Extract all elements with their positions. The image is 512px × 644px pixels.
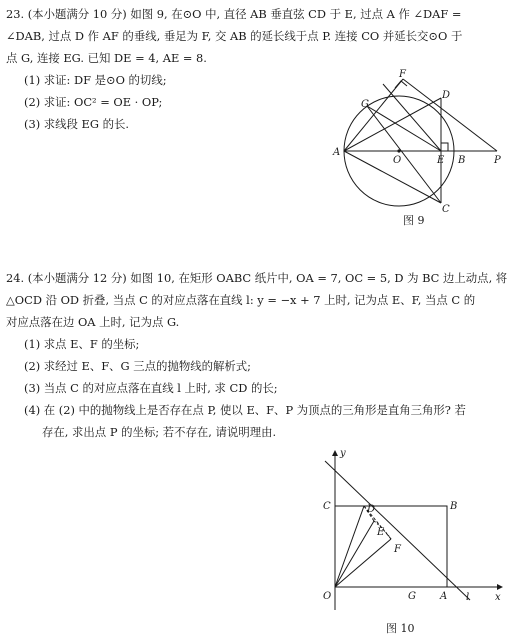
q24-line-1: 24. (本小题满分 12 分) 如图 10, 在矩形 OABC 纸片中, OA = 7, OC = 5, D 为 BC 边上动点, 将 bbox=[6, 271, 508, 285]
line-ge bbox=[367, 106, 441, 151]
center-dot bbox=[397, 149, 400, 152]
right-angle-e bbox=[441, 143, 448, 151]
figure-10 bbox=[310, 446, 510, 616]
label-l: l bbox=[466, 592, 470, 603]
label-a: A bbox=[440, 591, 448, 602]
q23-line-3: 点 G, 连接 EG. 已知 DE = 4, AE = 8. bbox=[6, 51, 207, 65]
line-ad bbox=[344, 98, 441, 151]
label-d: D bbox=[442, 90, 451, 101]
label-y: y bbox=[340, 448, 346, 459]
line-gc bbox=[367, 106, 441, 203]
line-fe bbox=[383, 84, 441, 151]
q24-line-3: 对应点落在边 OA 上时, 记为点 G. bbox=[6, 315, 180, 329]
label-f: F bbox=[399, 69, 406, 80]
rectangle-oabc bbox=[335, 506, 447, 587]
label-x: x bbox=[495, 592, 501, 603]
label-g: G bbox=[361, 99, 369, 110]
label-o: O bbox=[393, 155, 402, 166]
label-b: B bbox=[458, 155, 466, 166]
q23-sub-2: (2) 求证: OC² = OE · OP; bbox=[24, 95, 163, 109]
label-c: C bbox=[442, 204, 450, 215]
label-g: G bbox=[408, 591, 416, 602]
label-a: A bbox=[333, 147, 341, 158]
q24-sub-1: (1) 求点 E、F 的坐标; bbox=[24, 337, 140, 351]
q24-sub-4b: 存在, 求出点 P 的坐标; 若不存在, 请说明理由. bbox=[42, 425, 277, 439]
q23-line-1: 23. (本小题满分 10 分) 如图 9, 在⊙O 中, 直径 AB 垂直弦 CD 于 E, 过点 A 作 ∠DAF = bbox=[6, 7, 462, 21]
q24-line-2: △OCD 沿 OD 折叠, 当点 C 的对应点落在直线 l: y = −x + 7 上时, 记为点 E、F, 当点 C 的 bbox=[6, 293, 476, 307]
line-oe bbox=[335, 521, 374, 587]
label-p: P bbox=[494, 155, 501, 166]
q24-sub-3: (3) 当点 C 的对应点落在直线 l 上时, 求 CD 的长; bbox=[24, 381, 278, 395]
q23-sub-3: (3) 求线段 EG 的长. bbox=[24, 117, 129, 131]
label-f: F bbox=[394, 544, 401, 555]
label-e: E bbox=[377, 527, 385, 538]
q23-sub-1: (1) 求证: DF 是⊙O 的切线; bbox=[24, 73, 167, 87]
figure-9 bbox=[330, 64, 512, 224]
figure-9-caption: 图 9 bbox=[403, 214, 425, 227]
label-e: E bbox=[437, 155, 445, 166]
label-d: D bbox=[367, 504, 376, 515]
line-l bbox=[325, 461, 470, 600]
figure-10-caption: 图 10 bbox=[386, 622, 415, 635]
q24-sub-4a: (4) 在 (2) 中的抛物线上是否存在点 P, 使以 E、F、P 为顶点的三角形是直角三角形? 若 bbox=[24, 403, 466, 417]
q23-line-2: ∠DAB, 过点 D 作 AF 的垂线, 垂足为 F, 交 AB 的延长线于点 P. 连接 CO 并延长交⊙O 于 bbox=[6, 29, 463, 43]
label-c: C bbox=[323, 501, 331, 512]
label-o: O bbox=[323, 591, 332, 602]
q24-sub-2: (2) 求经过 E、F、G 三点的抛物线的解析式; bbox=[24, 359, 252, 373]
label-b: B bbox=[450, 501, 458, 512]
